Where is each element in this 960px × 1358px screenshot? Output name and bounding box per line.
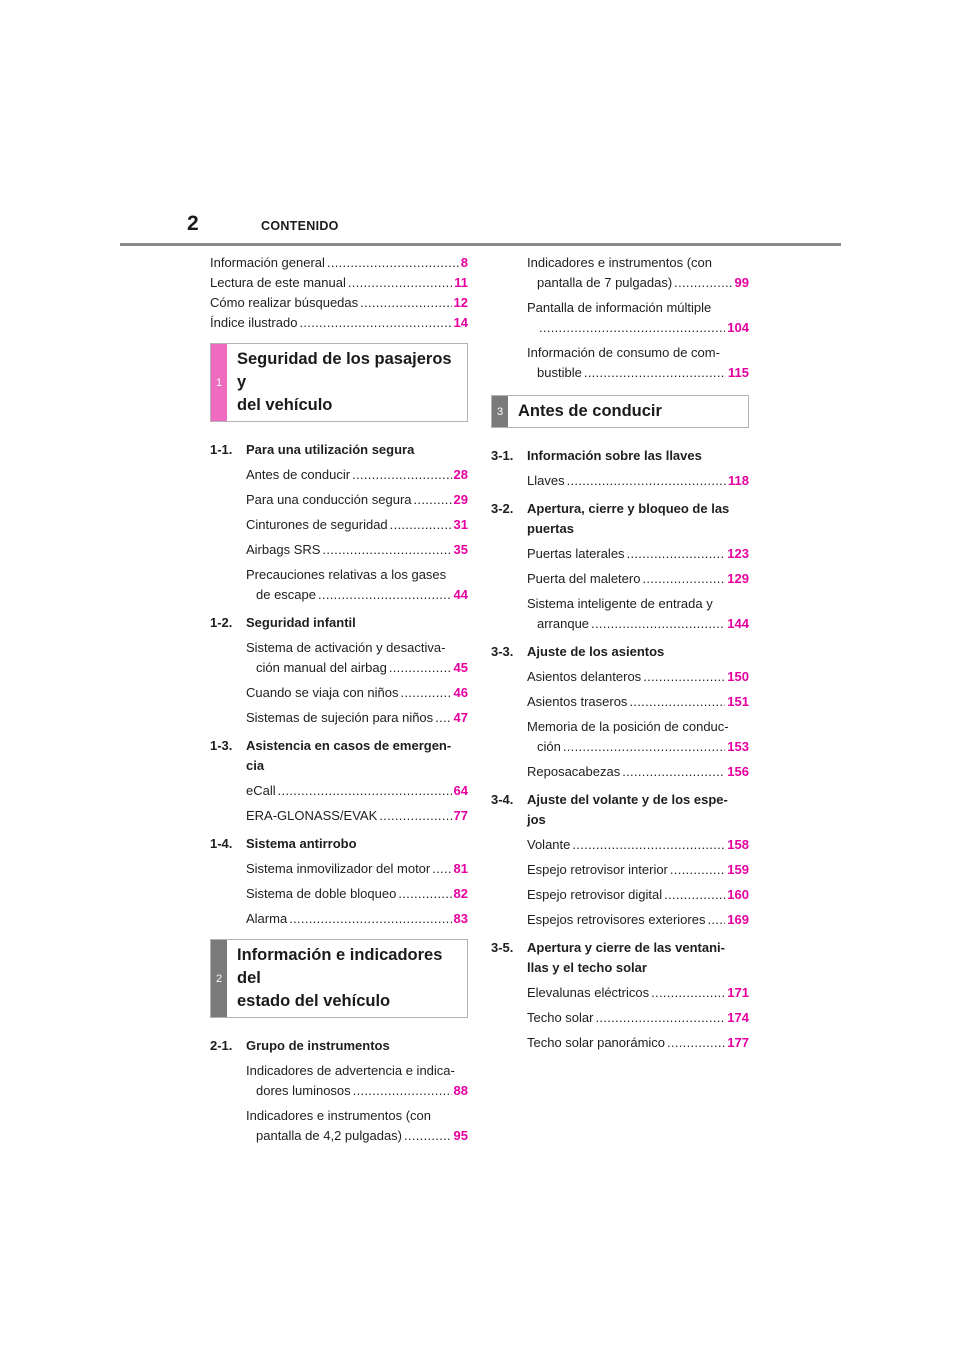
toc-entry[interactable] (246, 633, 468, 678)
toc-entry[interactable] (246, 904, 468, 929)
toc-entry[interactable] (246, 879, 468, 904)
dot-leader (432, 859, 451, 879)
page-link[interactable]: 83 (453, 911, 468, 926)
page-link[interactable]: 77 (453, 808, 468, 823)
chapter-heading[interactable] (210, 1034, 468, 1056)
toc-entry[interactable] (210, 293, 468, 313)
page-link[interactable]: 115 (728, 365, 749, 380)
toc-entry-text: ERA-GLONASS/EVAK (246, 808, 378, 823)
page-link[interactable]: 129 (727, 571, 749, 586)
toc-entry-text: Indicadores e instrumentos (con (527, 255, 712, 270)
toc-entry-line (527, 860, 749, 880)
page-link[interactable]: 158 (727, 837, 749, 852)
toc-entry[interactable] (210, 273, 468, 293)
toc-entry-text: Cuando se viaja con niños (246, 685, 399, 700)
chapter-title (527, 446, 749, 466)
dot-leader (414, 490, 452, 510)
chapter-title (246, 440, 468, 460)
page-link[interactable]: 88 (453, 1083, 468, 1098)
chapter-number: 1-2. (210, 615, 233, 630)
toc-entry-line (527, 983, 749, 1003)
chapter-heading[interactable] (491, 497, 749, 539)
chapter-number: 3-5. (491, 940, 514, 955)
chapter-title-line: puertas (527, 521, 574, 536)
toc-entry-line (527, 318, 749, 338)
section-title (227, 344, 467, 421)
toc-entry[interactable] (246, 510, 468, 535)
dot-leader (327, 253, 459, 273)
toc-entry-text: dores luminosos (256, 1083, 351, 1098)
toc-entry[interactable] (527, 564, 749, 589)
toc-column-right (491, 253, 749, 1053)
dot-leader (353, 1081, 452, 1101)
dot-leader (642, 569, 725, 589)
toc-entry-line (527, 1008, 749, 1028)
toc-entry-text: bustible (537, 365, 582, 380)
section-title (508, 396, 666, 427)
toc-entry-text: Espejos retrovisores exteriores (527, 912, 706, 927)
chapter-number: 3-2. (491, 501, 514, 516)
toc-entry-text: Índice ilustrado (210, 315, 298, 330)
chapter-title (246, 834, 468, 854)
dot-leader (352, 465, 451, 485)
dot-leader (643, 667, 725, 687)
page-link[interactable]: 171 (727, 985, 749, 1000)
toc-entry-text: Espejo retrovisor interior (527, 862, 668, 877)
chapter-number: 1-4. (210, 836, 233, 851)
page-link[interactable]: 156 (727, 764, 749, 779)
toc-entry-line (246, 515, 468, 535)
toc-entry-line (246, 585, 468, 605)
toc-entry-text: Reposacabezas (527, 764, 621, 779)
dot-leader (404, 1126, 452, 1146)
toc-entry-text: Cinturones de seguridad (246, 517, 388, 532)
chapter-title (527, 499, 749, 539)
toc-entry-line (527, 910, 749, 930)
dot-leader (629, 692, 725, 712)
toc-entry-text: Techo solar (527, 1010, 594, 1025)
chapter-title (246, 736, 468, 776)
section-heading-box[interactable] (210, 939, 468, 1018)
toc-entry-text: Para una conducción segura (246, 492, 412, 507)
chapter-heading[interactable] (210, 734, 468, 776)
page-link[interactable]: 118 (728, 473, 749, 488)
toc-entry-line (527, 737, 749, 757)
dot-leader (348, 273, 452, 293)
section-number-tab: 3 (492, 396, 508, 427)
page-link[interactable]: 45 (453, 660, 468, 675)
page-link[interactable]: 177 (727, 1035, 749, 1050)
toc-entry[interactable] (527, 978, 749, 1003)
spacer (210, 929, 468, 939)
toc-entry-line (210, 293, 468, 313)
dot-leader (398, 884, 451, 904)
dot-leader (322, 540, 451, 560)
toc-entry-line (527, 544, 749, 564)
toc-entry[interactable] (527, 466, 749, 491)
toc-entry-line (527, 762, 749, 782)
chapter-number: 3-4. (491, 792, 514, 807)
toc-entry-text: Información general (210, 255, 325, 270)
spacer (210, 333, 468, 343)
toc-entry[interactable] (246, 776, 468, 801)
chapter-title-line: cia (246, 758, 265, 773)
chapter-heading[interactable] (491, 640, 749, 662)
dot-leader (664, 885, 725, 905)
dot-leader (595, 1008, 725, 1028)
toc-entry[interactable] (246, 460, 468, 485)
page-link[interactable]: 31 (453, 517, 468, 532)
chapter-heading[interactable] (210, 611, 468, 633)
chapter-title-line: Información sobre las llaves (527, 448, 702, 463)
toc-entry-line (246, 540, 468, 560)
section-title (227, 940, 467, 1017)
header-divider (120, 243, 841, 246)
toc-entry-line (527, 273, 749, 293)
section-number-tab: 1 (211, 344, 227, 421)
page-link[interactable]: 28 (453, 467, 468, 482)
toc-entry-text: arranque (537, 616, 590, 631)
toc-entry-text: Sistema inteligente de entrada y (527, 596, 713, 611)
toc-entry-text: Puertas laterales (527, 546, 625, 561)
chapter-title-line: Ajuste de los asientos (527, 644, 665, 659)
toc-entry[interactable] (527, 253, 749, 293)
page-link[interactable]: 81 (453, 861, 468, 876)
chapter-heading[interactable] (491, 788, 749, 830)
chapter-title-line: Asistencia en casos de emergen- (246, 738, 452, 753)
chapter-title-line: Ajuste del volante y de los espe- (527, 792, 728, 807)
dot-leader (539, 318, 725, 338)
toc-entry[interactable] (246, 1101, 468, 1146)
page-header-title: CONTENIDO (261, 219, 339, 233)
dot-leader (435, 708, 451, 728)
page-link[interactable]: 82 (453, 886, 468, 901)
chapter-title-line: Para una utilización segura (246, 442, 415, 457)
toc-entry[interactable] (527, 539, 749, 564)
toc-entry[interactable] (527, 712, 749, 757)
chapter-title (246, 613, 468, 633)
toc-entry-line (210, 253, 468, 273)
toc-entry[interactable] (527, 757, 749, 782)
section-title-line: Seguridad de los pasajeros y (237, 350, 452, 391)
toc-entry-text: Sistema de activación y desactiva- (246, 640, 446, 655)
toc-entry-line (246, 683, 468, 703)
toc-entry[interactable] (246, 703, 468, 728)
dot-leader (667, 1033, 725, 1053)
toc-entry-text: pantalla de 4,2 pulgadas) (256, 1128, 403, 1143)
toc-entry-line (246, 909, 468, 929)
toc-entry-line (527, 667, 749, 687)
toc-entry[interactable] (527, 338, 749, 383)
page-link[interactable]: 99 (734, 275, 749, 290)
chapter-title-line: Grupo de instrumentos (246, 1038, 390, 1053)
page-link[interactable]: 44 (453, 587, 468, 602)
toc-entry-text: Sistema inmovilizador del motor (246, 861, 431, 876)
chapter-title-line: Apertura y cierre de las ventani- (527, 940, 725, 955)
dot-leader (390, 515, 452, 535)
section-number-tab: 2 (211, 940, 227, 1017)
page-link[interactable]: 104 (727, 320, 749, 335)
toc-entry-text: Indicadores e instrumentos (con (246, 1108, 431, 1123)
chapter-heading[interactable] (491, 936, 749, 978)
toc-entry-text: Cómo realizar búsquedas (210, 295, 359, 310)
toc-entry-text: Alarma (246, 911, 288, 926)
section-heading-box[interactable] (210, 343, 468, 422)
toc-entry-text: Sistema de doble bloqueo (246, 886, 397, 901)
page-link[interactable]: 169 (727, 912, 749, 927)
chapter-title (527, 938, 749, 978)
page-link[interactable]: 12 (453, 295, 468, 310)
toc-entry[interactable] (246, 801, 468, 826)
toc-entry-text: Antes de conducir (246, 467, 351, 482)
toc-entry-text: Techo solar panorámico (527, 1035, 666, 1050)
dot-leader (401, 683, 452, 703)
dot-leader (627, 544, 726, 564)
toc-entry-text: Pantalla de información múltiple (527, 300, 712, 315)
toc-entry-text: Llaves (527, 473, 565, 488)
page-link[interactable]: 150 (727, 669, 749, 684)
section-title-line: estado del vehículo (237, 992, 391, 1010)
dot-leader (299, 313, 451, 333)
toc-entry-text: Información de consumo de com- (527, 345, 720, 360)
toc-entry-text: Espejo retrovisor digital (527, 887, 663, 902)
toc-entry-text: Elevalunas eléctricos (527, 985, 650, 1000)
dot-leader (572, 835, 725, 855)
toc-entry-line (527, 614, 749, 634)
toc-entry[interactable] (246, 535, 468, 560)
chapter-number: 1-1. (210, 442, 233, 457)
toc-entry-text: Precauciones relativas a los gases (246, 567, 447, 582)
page-link[interactable]: 95 (453, 1128, 468, 1143)
toc-entry-text: Puerta del maletero (527, 571, 641, 586)
toc-entry-line (246, 658, 468, 678)
page-link[interactable]: 14 (453, 315, 468, 330)
chapter-title-line: Apertura, cierre y bloqueo de las (527, 501, 730, 516)
chapter-heading[interactable] (491, 444, 749, 466)
page-link[interactable]: 29 (453, 492, 468, 507)
chapter-title (527, 642, 749, 662)
chapter-title-line: Seguridad infantil (246, 615, 356, 630)
toc-entry-line (246, 708, 468, 728)
page-link[interactable]: 11 (454, 275, 468, 290)
toc-entry-text: Volante (527, 837, 571, 852)
page-link[interactable]: 159 (727, 862, 749, 877)
toc-entry[interactable] (527, 662, 749, 687)
toc-entry-text: Lectura de este manual (210, 275, 346, 290)
toc-entry[interactable] (210, 313, 468, 333)
toc-entry[interactable] (527, 589, 749, 634)
toc-entry-line (527, 471, 749, 491)
toc-entry-line (246, 1081, 468, 1101)
chapter-heading[interactable] (210, 438, 468, 460)
section-title-line: Antes de conducir (518, 402, 662, 420)
toc-entry-line (246, 781, 468, 801)
toc-entry[interactable] (527, 293, 749, 338)
toc-entry[interactable] (527, 1028, 749, 1053)
toc-entry-line (246, 806, 468, 826)
toc-entry-text: Airbags SRS (246, 542, 321, 557)
toc-entry[interactable] (527, 880, 749, 905)
toc-entry[interactable] (527, 855, 749, 880)
page-link[interactable]: 46 (453, 685, 468, 700)
toc-entry-line (246, 465, 468, 485)
page-link[interactable]: 153 (727, 739, 749, 754)
dot-leader (670, 860, 725, 880)
toc-entry[interactable] (210, 253, 468, 273)
dot-leader (289, 909, 451, 929)
chapter-title (246, 1036, 468, 1056)
page-link[interactable]: 64 (453, 783, 468, 798)
dot-leader (379, 806, 451, 826)
dot-leader (584, 363, 726, 383)
dot-leader (318, 585, 452, 605)
dot-leader (651, 983, 725, 1003)
toc-entry-line (210, 273, 468, 293)
toc-entry-line (527, 835, 749, 855)
page-link[interactable]: 174 (727, 1010, 749, 1025)
toc-entry-line (210, 313, 468, 333)
toc-entry-line (246, 1126, 468, 1146)
toc-entry[interactable] (246, 1056, 468, 1101)
toc-entry-text: Memoria de la posición de conduc- (527, 719, 729, 734)
toc-entry[interactable] (527, 687, 749, 712)
chapter-number: 3-1. (491, 448, 514, 463)
page-link[interactable]: 47 (453, 710, 468, 725)
toc-entry-text: pantalla de 7 pulgadas) (537, 275, 673, 290)
section-heading-box[interactable] (491, 395, 749, 428)
toc-entry-line (527, 692, 749, 712)
dot-leader (567, 471, 726, 491)
page-number: 2 (187, 212, 199, 235)
dot-leader (278, 781, 452, 801)
toc-entry-line (527, 363, 749, 383)
toc-entry-line (527, 1033, 749, 1053)
toc-entry[interactable] (527, 830, 749, 855)
page-link[interactable]: 35 (453, 542, 468, 557)
toc-entry-text: Sistemas de sujeción para niños (246, 710, 434, 725)
spacer (491, 383, 749, 395)
toc-entry-line (246, 859, 468, 879)
page-link[interactable]: 123 (727, 546, 749, 561)
chapter-number: 1-3. (210, 738, 233, 753)
section-title-line: Información e indicadores del (237, 946, 443, 987)
chapter-title-line: llas y el techo solar (527, 960, 647, 975)
chapter-number: 2-1. (210, 1038, 233, 1053)
toc-entry-text: ción (537, 739, 561, 754)
toc-entry-line (246, 884, 468, 904)
dot-leader (707, 910, 725, 930)
dot-leader (563, 737, 725, 757)
toc-column-left (210, 253, 468, 1146)
toc-entry-text: Asientos delanteros (527, 669, 642, 684)
toc-entry-line (527, 885, 749, 905)
dot-leader (591, 614, 725, 634)
dot-leader (622, 762, 725, 782)
toc-entry[interactable] (246, 485, 468, 510)
page-link[interactable]: 160 (727, 887, 749, 902)
toc-entry[interactable] (246, 854, 468, 879)
toc-entry[interactable] (246, 678, 468, 703)
toc-entry[interactable] (246, 560, 468, 605)
chapter-title (527, 790, 749, 830)
page-link[interactable]: 144 (727, 616, 749, 631)
toc-entry-text: de escape (256, 587, 316, 602)
toc-entry-text: Indicadores de advertencia e indica- (246, 1063, 455, 1078)
toc-entry[interactable] (527, 1003, 749, 1028)
chapter-number: 3-3. (491, 644, 514, 659)
toc-entry-text: ción manual del airbag (256, 660, 387, 675)
page-link[interactable]: 151 (727, 694, 749, 709)
toc-entry-text: Asientos traseros (527, 694, 628, 709)
chapter-heading[interactable] (210, 832, 468, 854)
dot-leader (360, 293, 451, 313)
dot-leader (674, 273, 732, 293)
page-link[interactable]: 8 (460, 255, 468, 270)
toc-entry-line (246, 490, 468, 510)
toc-entry-line (527, 569, 749, 589)
toc-entry-text: eCall (246, 783, 276, 798)
chapter-title-line: Sistema antirrobo (246, 836, 357, 851)
chapter-title-line: jos (527, 812, 546, 827)
dot-leader (389, 658, 452, 678)
section-title-line: del vehículo (237, 396, 333, 414)
toc-entry[interactable] (527, 905, 749, 930)
